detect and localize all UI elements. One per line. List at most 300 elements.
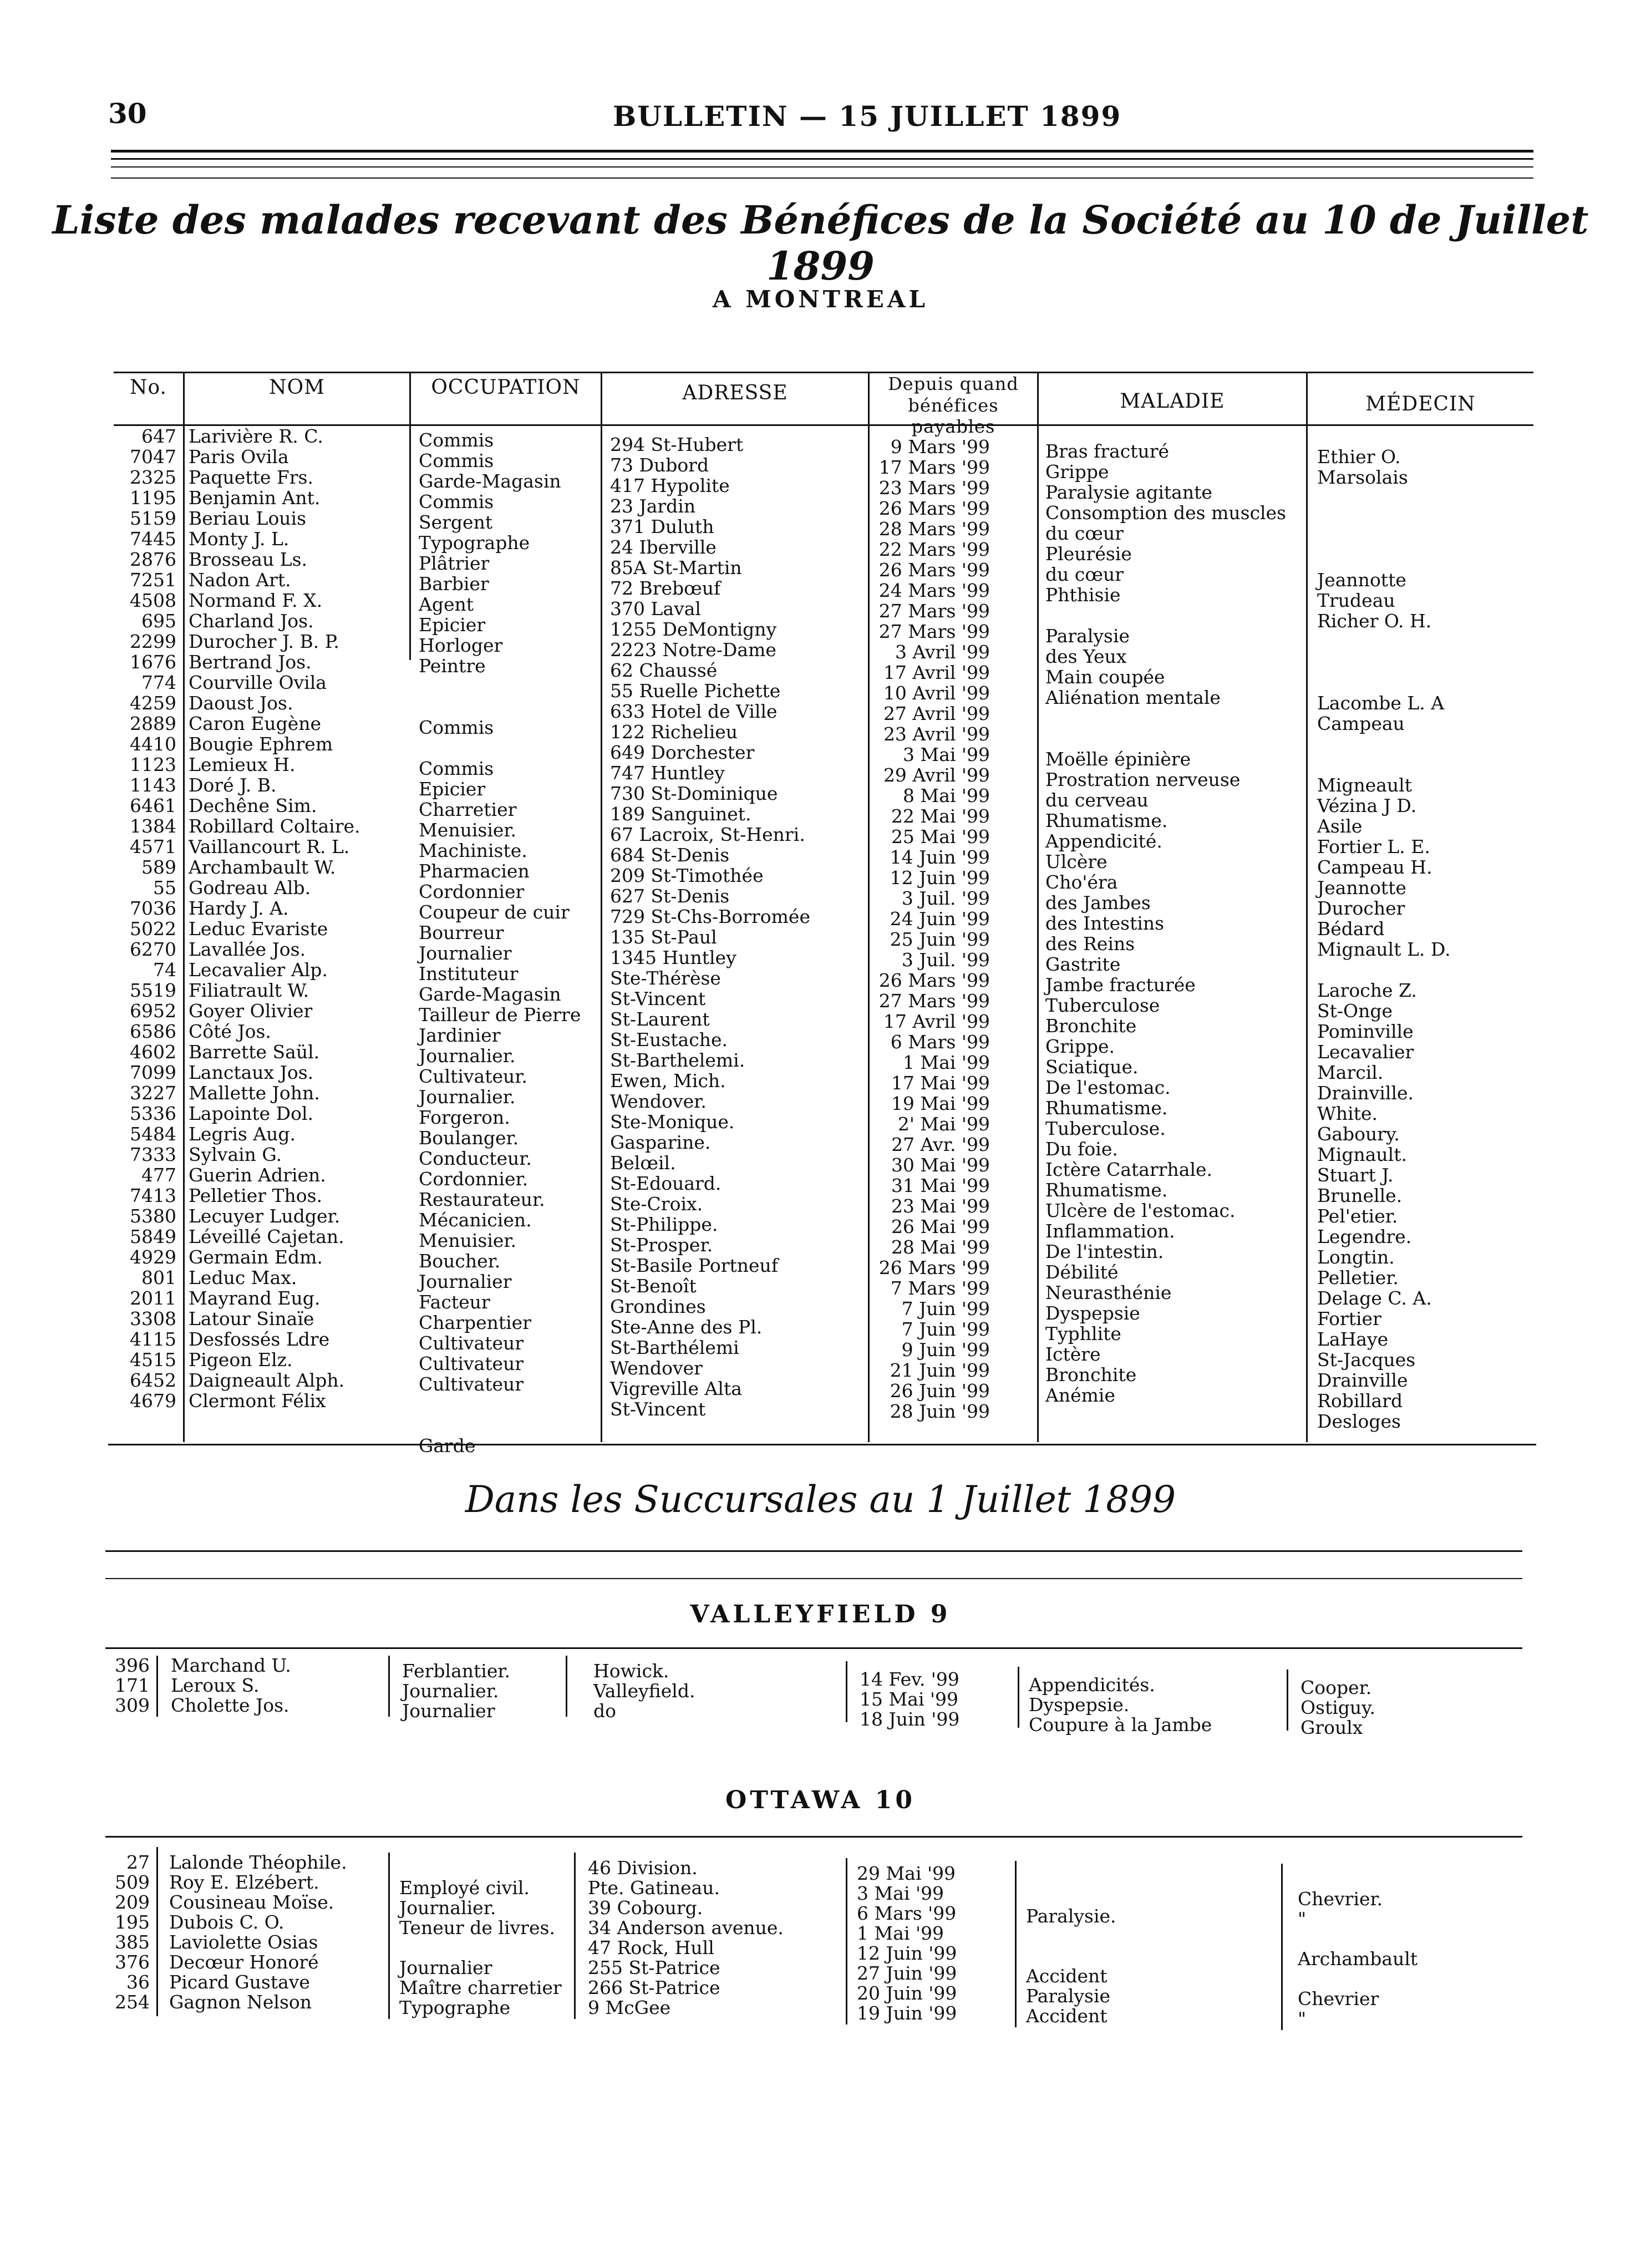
cell-adresse: St-Philippe. — [610, 1214, 718, 1235]
cell-occupation — [399, 1938, 571, 1958]
valleyfield-col-no — [105, 1656, 150, 1716]
valleyfield-sep-2 — [388, 1656, 390, 1717]
cell-maladie — [1026, 1946, 1278, 1966]
cell-occupation: Cultivateur — [419, 1353, 524, 1374]
cell-occupation: Journalier — [419, 1271, 512, 1292]
cell-depuis: 24 Mars '99 — [878, 580, 990, 601]
cell-nom: Filiatrault W. — [189, 980, 309, 1001]
header-rule-1 — [111, 150, 1533, 153]
cell-adresse: Ste-Thérèse — [610, 967, 721, 989]
cell-nom: Bertrand Jos. — [189, 651, 312, 673]
cell-adresse: 649 Dorchester — [610, 742, 755, 763]
cell-maladie: Accident — [1026, 1965, 1107, 1987]
cell-nom: Durocher J. B. P. — [189, 631, 339, 652]
cell-nom: Lemieux H. — [189, 754, 296, 775]
cell-medecin: Mignault L. D. — [1317, 938, 1451, 960]
cell-nom: Goyer Olivier — [189, 1000, 313, 1022]
col-sep-5 — [1037, 372, 1039, 1442]
cell-depuis: 3 Juil. '99 — [901, 949, 990, 971]
cell-adresse: 34 Anderson avenue. — [588, 1917, 784, 1939]
cell-depuis: 1 Mai '99 — [857, 1922, 944, 1944]
cell-nom: Lecuyer Ludger. — [189, 1205, 341, 1227]
cell-maladie: Dyspepsie — [1045, 1302, 1140, 1324]
cell-maladie: Pleurésie — [1045, 543, 1132, 565]
col-sep-4 — [868, 372, 870, 1442]
cell-medecin: Bédard — [1317, 918, 1385, 940]
cell-occupation: Boucher. — [419, 1250, 501, 1272]
cell-nom: Caron Eugène — [189, 713, 322, 734]
cell-no: 5022 — [130, 918, 176, 940]
cell-nom: Courville Ovila — [189, 672, 327, 693]
cell-occupation: Cultivateur — [419, 1373, 524, 1395]
valleyfield-sep-5 — [1018, 1667, 1019, 1728]
cell-medecin: Lacombe L. A — [1317, 692, 1445, 714]
cell-no: 4515 — [130, 1349, 176, 1371]
cell-adresse: 747 Huntley — [610, 762, 725, 784]
cell-occupation: Facteur — [419, 1291, 490, 1313]
cell-adresse: 370 Laval — [610, 598, 701, 620]
cell-depuis: 30 Mai '99 — [891, 1154, 990, 1176]
cell-medecin: Jeannotte — [1317, 569, 1406, 591]
cell-depuis: 9 Mars '99 — [890, 436, 990, 458]
cell-no: 376 — [115, 1951, 150, 1973]
cell-medecin: Migneault — [1317, 774, 1412, 796]
valleyfield-col-depuis — [860, 1670, 1015, 1729]
cell-depuis: 23 Avril '99 — [883, 723, 990, 745]
cell-maladie: Ictère Catarrhale. — [1045, 1159, 1213, 1180]
cell-maladie: Ictère — [1045, 1343, 1101, 1365]
cell-adresse: 62 Chaussé — [610, 659, 718, 681]
cell-depuis: 26 Mars '99 — [878, 498, 990, 519]
cell-maladie: Moëlle épinière — [1045, 748, 1191, 770]
cell-adresse: Gasparine. — [610, 1132, 711, 1153]
cell-medecin — [1317, 508, 1531, 529]
cell-maladie: Neurasthénie — [1045, 1282, 1172, 1303]
cell-medecin — [1317, 672, 1531, 693]
cell-depuis: 1 Mai '99 — [902, 1052, 990, 1073]
cell-depuis: 6 Mars '99 — [890, 1031, 990, 1053]
cell-maladie: Main coupée — [1045, 666, 1165, 688]
cell-no: 5159 — [130, 508, 176, 529]
cell-medecin: Delage C. A. — [1317, 1287, 1432, 1309]
cell-depuis: 24 Juin '99 — [890, 908, 990, 930]
ottawa-sep-4 — [846, 1858, 847, 2025]
cell-nom: Dubois C. O. — [169, 1911, 284, 1933]
cell-maladie: Coupure à la Jambe — [1029, 1714, 1212, 1736]
cell-medecin: Longtin. — [1317, 1246, 1395, 1268]
cell-nom: Daoust Jos. — [189, 692, 293, 714]
cell-maladie: Rhumatisme. — [1045, 1097, 1168, 1119]
cell-depuis: 27 Avril '99 — [883, 703, 990, 724]
cell-occupation — [399, 1858, 571, 1878]
cell-depuis: 2' Mai '99 — [897, 1113, 990, 1135]
cell-no: 7036 — [130, 897, 176, 919]
valleyfield-col-maladie — [1029, 1675, 1284, 1735]
cell-occupation: Typographe — [399, 1997, 511, 2018]
cell-medecin: St-Jacques — [1317, 1349, 1416, 1371]
cell-nom: Pelletier Thos. — [189, 1185, 323, 1206]
cell-adresse: Wendover — [610, 1357, 703, 1379]
cell-depuis: 3 Juil. '99 — [901, 887, 990, 909]
cell-adresse: 1345 Huntley — [610, 947, 736, 968]
cell-occupation — [419, 697, 599, 717]
cell-occupation: Cordonnier — [419, 881, 525, 902]
cell-maladie: De l'estomac. — [1045, 1077, 1171, 1098]
cell-medecin: Groulx — [1300, 1717, 1363, 1738]
cell-maladie: Appendicités. — [1029, 1674, 1155, 1696]
cell-occupation: Mécanicien. — [419, 1209, 532, 1231]
cell-occupation: Machiniste. — [419, 840, 527, 861]
cell-medecin: Asile — [1317, 815, 1363, 837]
cell-adresse: 24 Iberville — [610, 536, 717, 558]
cell-nom: Larivière R. C. — [189, 425, 323, 447]
montreal-col-maladie — [1045, 441, 1303, 1406]
cell-no: 6461 — [130, 795, 176, 816]
cell-medecin: " — [1298, 1908, 1307, 1930]
cell-nom: Barrette Saül. — [189, 1041, 320, 1063]
cell-adresse: 684 St-Denis — [610, 844, 730, 866]
cell-no: 7047 — [130, 446, 176, 468]
cell-adresse: St-Vincent — [610, 988, 706, 1009]
cell-no: 6586 — [130, 1021, 176, 1042]
cell-nom: Latour Sinaïe — [189, 1308, 314, 1330]
montreal-col-medecin — [1317, 447, 1531, 1432]
cell-occupation: Boulanger. — [419, 1127, 519, 1149]
cell-depuis: 22 Mai '99 — [891, 805, 990, 827]
cell-occupation: Horloger — [419, 635, 503, 656]
cell-adresse: Valleyfield. — [593, 1680, 695, 1702]
cell-medecin — [1298, 1869, 1520, 1889]
cell-depuis: 17 Mai '99 — [891, 1072, 990, 1094]
cell-nom: Marchand U. — [171, 1655, 291, 1676]
cell-maladie: Anémie — [1045, 1384, 1115, 1406]
cell-nom: Daigneault Alph. — [189, 1369, 345, 1391]
cell-medecin: Ethier O. — [1317, 446, 1401, 468]
cell-maladie: Ulcère — [1045, 851, 1107, 872]
cell-adresse: do — [593, 1700, 616, 1722]
cell-depuis: 20 Juin '99 — [857, 1982, 957, 2004]
cell-nom: Godreau Alb. — [189, 877, 311, 899]
cell-maladie: Dyspepsie. — [1029, 1694, 1130, 1716]
cell-maladie — [1045, 708, 1303, 728]
cell-adresse: 729 St-Chs-Borromée — [610, 906, 810, 927]
cell-adresse: Pte. Gatineau. — [588, 1877, 720, 1899]
ottawa-heading: OTTAWA 10 — [725, 1786, 916, 1814]
cell-adresse: 135 St-Paul — [610, 926, 717, 948]
cell-depuis: 23 Mars '99 — [878, 477, 990, 499]
cell-adresse: Wendover. — [610, 1090, 707, 1112]
valleyfield-sep-3 — [566, 1656, 567, 1717]
cell-nom: Cholette Jos. — [171, 1694, 289, 1716]
cell-adresse: 67 Lacroix, St-Henri. — [610, 824, 805, 845]
cell-maladie: Inflammation. — [1045, 1220, 1175, 1242]
cell-adresse: St-Prosper. — [610, 1234, 713, 1256]
cell-maladie — [1045, 605, 1303, 626]
cell-depuis: 22 Mars '99 — [878, 539, 990, 560]
cell-medecin: St-Onge — [1317, 1000, 1393, 1022]
cell-depuis: 27 Mars '99 — [878, 600, 990, 622]
cell-occupation: Journalier. — [419, 1045, 516, 1067]
cell-adresse: St-Basile Portneuf — [610, 1255, 779, 1276]
cell-nom: Pigeon Elz. — [189, 1349, 293, 1371]
cell-depuis: 31 Mai '99 — [891, 1175, 990, 1196]
cell-medecin: Drainville. — [1317, 1082, 1414, 1104]
col-sep-2 — [409, 372, 411, 660]
cell-depuis: 9 Juin '99 — [901, 1339, 990, 1361]
running-title: BULLETIN — 15 JUILLET 1899 — [613, 100, 1122, 133]
cell-medecin: Chevrier. — [1298, 1888, 1383, 1910]
cell-no: 3308 — [130, 1308, 176, 1330]
cell-adresse: 633 Hotel de Ville — [610, 701, 778, 722]
cell-adresse: 72 Brebœuf — [610, 577, 721, 599]
cell-adresse: 266 St-Patrice — [588, 1977, 720, 1998]
cell-no: 4508 — [130, 590, 176, 611]
cell-medecin: Fortier L. E. — [1317, 836, 1430, 858]
cell-maladie: Gastrite — [1045, 953, 1121, 975]
cell-depuis: 15 Mai '99 — [860, 1688, 959, 1710]
col-header-nom: NOM — [269, 376, 325, 399]
cell-maladie: du cœur — [1045, 564, 1124, 585]
cell-occupation — [419, 1415, 599, 1435]
cell-adresse: 294 St-Hubert — [610, 434, 744, 455]
cell-adresse: St-Laurent — [610, 1008, 710, 1030]
list-title: Liste des malades recevant des Bénéfices de la Société au 10 de Juillet 1899 — [52, 197, 1589, 289]
ottawa-sep-3 — [574, 1853, 576, 2019]
cell-occupation: Charretier — [419, 799, 517, 820]
cell-nom: Léveillé Cajetan. — [189, 1226, 344, 1247]
cell-occupation: Epicier — [419, 614, 486, 636]
cell-medecin: Trudeau — [1317, 590, 1395, 611]
cell-occupation: Garde — [419, 1435, 476, 1457]
cell-no: 309 — [115, 1694, 150, 1716]
cell-medecin — [1317, 652, 1531, 672]
cell-no: 209 — [115, 1891, 150, 1913]
cell-no: 6452 — [130, 1369, 176, 1391]
cell-no: 1195 — [130, 487, 176, 509]
cell-medecin: Fortier — [1317, 1308, 1381, 1330]
cell-adresse: 371 Duluth — [610, 516, 714, 537]
cell-occupation: Journalier — [402, 1700, 495, 1722]
cell-medecin — [1317, 631, 1531, 652]
cell-medecin: LaHaye — [1317, 1328, 1389, 1350]
cell-maladie: Paralysie — [1045, 625, 1130, 647]
cell-nom: Charland Jos. — [189, 610, 314, 632]
cell-nom: Vaillancourt R. L. — [189, 836, 350, 858]
cell-medecin: Robillard — [1317, 1390, 1403, 1412]
cell-nom: Nadon Art. — [189, 569, 291, 591]
ottawa-col-depuis — [857, 1864, 1012, 2023]
cell-nom: Monty J. L. — [189, 528, 289, 550]
cell-medecin: Mignault. — [1317, 1144, 1407, 1165]
cell-no: 4602 — [130, 1041, 176, 1063]
cell-medecin: Campeau — [1317, 713, 1405, 734]
cell-maladie — [1026, 1926, 1278, 1946]
cell-depuis: 26 Mars '99 — [878, 1257, 990, 1278]
cell-no: 4679 — [130, 1390, 176, 1412]
cell-maladie: Bras fracturé — [1045, 440, 1170, 462]
col-header-occupation: OCCUPATION — [431, 376, 581, 399]
montreal-col-no — [111, 426, 176, 1411]
cell-medecin — [1317, 529, 1531, 549]
cell-occupation: Commis — [419, 717, 494, 738]
cell-adresse: 627 St-Denis — [610, 885, 730, 907]
cell-medecin: Lecavalier — [1317, 1041, 1414, 1063]
cell-depuis: 7 Mars '99 — [890, 1277, 990, 1299]
cell-occupation: Commis — [419, 758, 494, 779]
cell-no: 36 — [126, 1971, 150, 1993]
cell-occupation: Peintre — [419, 655, 486, 677]
cell-depuis: 3 Mai '99 — [902, 744, 990, 765]
cell-occupation: Ferblantier. — [402, 1660, 510, 1682]
cell-no: 4410 — [130, 733, 176, 755]
table-bottom-rule — [108, 1444, 1536, 1445]
cell-medecin — [1317, 960, 1531, 980]
cell-nom: Normand F. X. — [189, 590, 323, 611]
cell-occupation: Bourreur — [419, 922, 504, 943]
cell-medecin: Campeau H. — [1317, 856, 1432, 878]
cell-maladie: Rhumatisme. — [1045, 810, 1168, 831]
cell-maladie: Sciatique. — [1045, 1056, 1139, 1078]
cell-medecin: Legendre. — [1317, 1226, 1412, 1247]
cell-no: 6270 — [130, 938, 176, 960]
succ-rule-1 — [105, 1550, 1522, 1552]
cell-depuis: 7 Juin '99 — [901, 1298, 990, 1320]
cell-adresse: Ste-Anne des Pl. — [610, 1316, 763, 1338]
cell-maladie: Tuberculose. — [1045, 1118, 1166, 1139]
cell-depuis: 8 Mai '99 — [902, 785, 990, 806]
cell-nom: Cousineau Moïse. — [169, 1891, 334, 1913]
cell-occupation: Commis — [419, 429, 494, 451]
cell-nom: Beriau Louis — [189, 508, 307, 529]
cell-no: 7413 — [130, 1185, 176, 1206]
cell-no: 4929 — [130, 1246, 176, 1268]
cell-no: 1143 — [130, 774, 176, 796]
cell-maladie: Consomption des muscles — [1045, 502, 1287, 524]
cell-occupation: Sergent — [419, 511, 493, 533]
cell-adresse: Howick. — [593, 1660, 669, 1682]
cell-depuis: 10 Avril '99 — [883, 682, 990, 704]
cell-depuis: 29 Mai '99 — [857, 1863, 956, 1884]
cell-occupation: Commis — [419, 491, 494, 513]
cell-no: 6952 — [130, 1000, 176, 1022]
cell-maladie: Rhumatisme. — [1045, 1179, 1168, 1201]
cell-maladie: Paralysie. — [1026, 1905, 1116, 1927]
cell-maladie: Accident — [1026, 2005, 1107, 2027]
cell-no: 5519 — [130, 980, 176, 1001]
cell-medecin: Archambault — [1298, 1948, 1418, 1970]
cell-depuis: 21 Juin '99 — [890, 1359, 990, 1381]
cell-depuis: 26 Juin '99 — [890, 1380, 990, 1402]
header-rule-3 — [111, 166, 1533, 168]
cell-depuis: 25 Juin '99 — [890, 928, 990, 950]
cell-occupation — [419, 738, 599, 758]
cell-medecin: Stuart J. — [1317, 1164, 1394, 1186]
cell-medecin — [1317, 549, 1531, 570]
cell-occupation: Conducteur. — [419, 1148, 532, 1169]
cell-adresse: 2223 Notre-Dame — [610, 639, 776, 661]
cell-medecin: Marcil. — [1317, 1062, 1384, 1083]
ottawa-col-adresse — [588, 1858, 843, 2018]
cell-occupation: Journalier — [399, 1957, 492, 1978]
cell-maladie: Du foie. — [1045, 1138, 1118, 1160]
cell-depuis: 27 Avr. '99 — [891, 1134, 990, 1155]
cell-no: 647 — [141, 425, 176, 447]
cell-no: 5380 — [130, 1205, 176, 1227]
cell-depuis: 12 Juin '99 — [857, 1942, 957, 1964]
cell-occupation: Maître charretier — [399, 1977, 562, 1998]
cell-maladie: des Intestins — [1045, 912, 1165, 934]
cell-maladie: Phthisie — [1045, 584, 1121, 606]
valleyfield-col-medecin — [1300, 1678, 1517, 1738]
cell-adresse: 9 McGee — [588, 1997, 671, 2018]
cell-occupation: Journalier. — [402, 1680, 499, 1702]
cell-adresse: 47 Rock, Hull — [588, 1937, 714, 1959]
cell-medecin: Jeannotte — [1317, 877, 1406, 899]
cell-occupation: Tailleur de Pierre — [419, 1004, 581, 1026]
cell-no: 477 — [141, 1164, 176, 1186]
cell-nom: Paris Ovila — [189, 446, 289, 468]
cell-medecin: Brunelle. — [1317, 1185, 1403, 1206]
cell-occupation: Menuisier. — [419, 1230, 517, 1251]
col-header-depuis-1: Depuis quand — [888, 373, 1019, 394]
cell-occupation: Instituteur — [419, 963, 519, 985]
valleyfield-col-adresse — [593, 1661, 837, 1721]
cell-depuis: 14 Juin '99 — [890, 846, 990, 868]
cell-occupation: Menuisier. — [419, 819, 517, 841]
cell-adresse: 255 St-Patrice — [588, 1957, 720, 1978]
cell-medecin — [1298, 1929, 1520, 1949]
cell-maladie: Typhlite — [1045, 1323, 1121, 1344]
cell-no: 2011 — [130, 1287, 176, 1309]
ottawa-sep-2 — [388, 1853, 390, 2019]
cell-no: 5484 — [130, 1123, 176, 1145]
cell-no: 7333 — [130, 1144, 176, 1165]
valleyfield-col-occupation — [402, 1661, 563, 1721]
montreal-col-nom — [189, 426, 408, 1411]
cell-no: 5849 — [130, 1226, 176, 1247]
cell-nom: Clermont Félix — [189, 1390, 326, 1412]
ottawa-sep-5 — [1015, 1861, 1017, 2027]
cell-occupation: Journalier — [419, 942, 512, 964]
cell-medecin — [1298, 1969, 1520, 1989]
succ-rule-2 — [105, 1578, 1522, 1579]
cell-maladie: des Yeux — [1045, 646, 1127, 667]
cell-maladie: Tuberculose — [1045, 995, 1160, 1016]
cell-occupation: Jardinier — [419, 1024, 501, 1046]
cell-adresse: 417 Hypolite — [610, 475, 730, 496]
ottawa-sep-6 — [1281, 1864, 1283, 2030]
cell-medecin: Gaboury. — [1317, 1123, 1400, 1145]
col-header-medecin: MÉDECIN — [1365, 393, 1476, 415]
cell-occupation: Pharmacien — [419, 860, 530, 882]
cell-medecin: Ostiguy. — [1300, 1697, 1375, 1718]
ottawa-col-no — [105, 1853, 150, 2012]
cell-maladie: Bronchite — [1045, 1364, 1137, 1386]
col-header-no: No. — [130, 376, 167, 399]
cell-nom: Desfossés Ldre — [189, 1328, 330, 1350]
cell-nom: Mayrand Eug. — [189, 1287, 321, 1309]
cell-depuis: 17 Avril '99 — [883, 662, 990, 683]
cell-nom: Mallette John. — [189, 1082, 320, 1104]
valleyfield-sep-1 — [156, 1656, 158, 1717]
cell-no: 4115 — [130, 1328, 176, 1350]
cell-maladie: Jambe fracturée — [1045, 974, 1196, 996]
cell-occupation: Forgeron. — [419, 1107, 510, 1128]
cell-no: 2299 — [130, 631, 176, 652]
cell-occupation — [419, 676, 599, 697]
valleyfield-col-nom — [171, 1656, 382, 1716]
cell-maladie: Grippe. — [1045, 1036, 1115, 1057]
